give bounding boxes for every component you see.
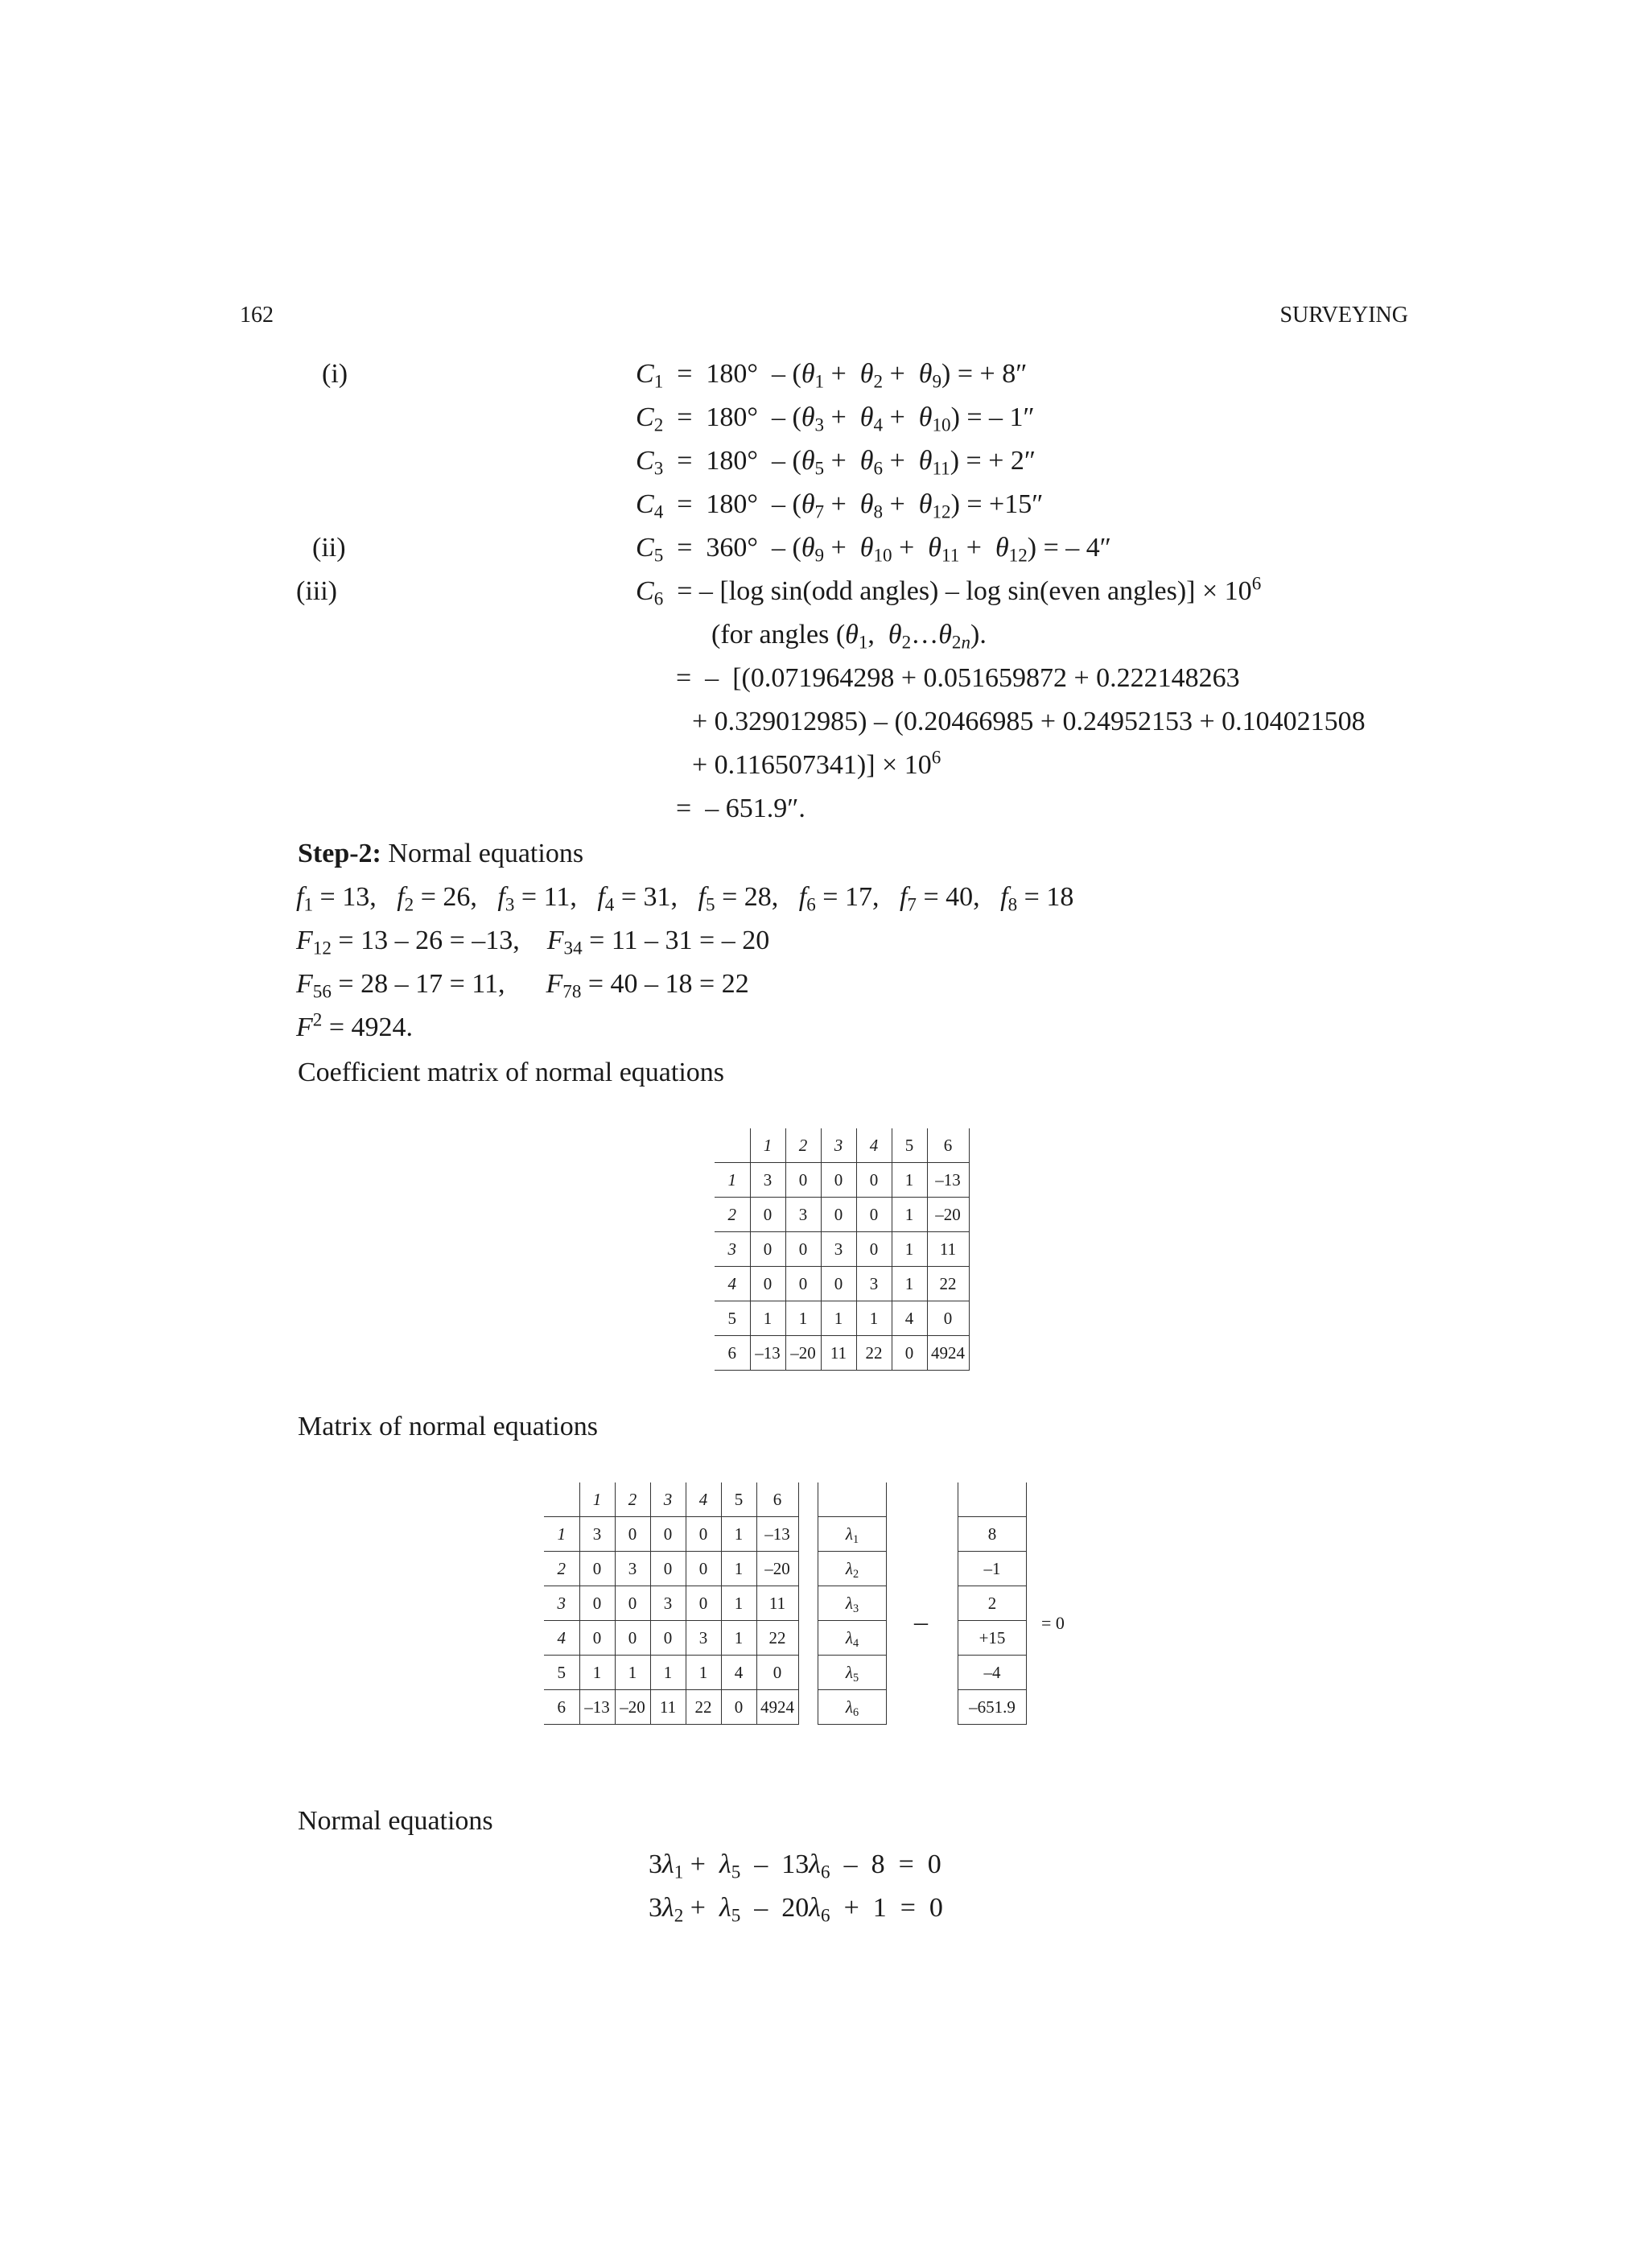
coef-matrix-title: Coefficient matrix of normal equations xyxy=(298,1058,725,1087)
matrix-row xyxy=(544,1621,798,1656)
c6-expansion-line2: + 0.329012985) – (0.20466985 + 0.24952153 + 0.104021508 xyxy=(692,707,1366,736)
c5-equation: $C_5 = 360^\circ - (\theta_9 + \theta_{10} + \theta_{11} + \theta_{12})$ = – 4″ xyxy=(636,533,1111,567)
label-iii: (iii) xyxy=(296,576,337,606)
matrix-col-header: 2 xyxy=(785,1128,821,1163)
matrix-cell: 1 xyxy=(892,1198,927,1232)
matrix-cell: 1 xyxy=(892,1232,927,1267)
c2-equation: $C_2 = 180^\circ - (\theta_3 + \theta_4 + \theta_{10})$ = – 1″ xyxy=(636,402,1035,436)
matrix-row-header: 3 xyxy=(544,1586,579,1621)
equals-zero: = 0 xyxy=(1041,1613,1065,1633)
matrix-cell: 1 xyxy=(721,1552,756,1586)
constant-cell: 8 xyxy=(958,1517,1027,1552)
matrix-cell: 3 xyxy=(650,1586,686,1621)
matrix-cell: 0 xyxy=(615,1586,650,1621)
matrix-cell: 0 xyxy=(686,1517,721,1552)
matrix-cell: 11 xyxy=(650,1690,686,1725)
matrix-cell: 0 xyxy=(927,1301,969,1336)
page-number: 162 xyxy=(240,303,274,328)
F56-F78: $F_{56} = 28 - 17 = 11$, $F_{78} = 40 - 18 = 22$ xyxy=(296,969,749,1003)
matrix-cell: 1 xyxy=(579,1656,615,1690)
matrix-cell: 0 xyxy=(856,1232,892,1267)
normal-equations-title: Normal equations xyxy=(298,1806,493,1836)
matrix-row xyxy=(715,1301,969,1336)
matrix-cell: 3 xyxy=(579,1517,615,1552)
matrix-row-header: 5 xyxy=(715,1301,750,1336)
matrix-cell: –20 xyxy=(615,1690,650,1725)
matrix-row xyxy=(715,1198,969,1232)
f-values: $f_1 = 13$, $f_2 = 26$, $f_3 = 11$, $f_4 = 31$, $f_5 = 28$, $f_6 = 17$, $f_7 = 40$, $f_8 = 18$ xyxy=(296,882,1074,916)
matrix-row xyxy=(544,1586,798,1621)
matrix-cell: 0 xyxy=(721,1690,756,1725)
matrix-cell: 22 xyxy=(686,1690,721,1725)
matrix-cell: 4 xyxy=(892,1301,927,1336)
matrix-cell: 1 xyxy=(892,1163,927,1198)
matrix-cell: 0 xyxy=(856,1163,892,1198)
matrix-cell: 0 xyxy=(785,1163,821,1198)
matrix-cell: 1 xyxy=(721,1517,756,1552)
minus-sign: – xyxy=(914,1607,928,1637)
lambda-cell: $\lambda_2$ xyxy=(818,1552,887,1586)
matrix-cell: 0 xyxy=(750,1267,785,1301)
matrix-row-header: 3 xyxy=(715,1232,750,1267)
matrix-col-header: 1 xyxy=(750,1128,785,1163)
matrix-cell: 11 xyxy=(756,1586,798,1621)
F12-F34: $F_{12} = 13 - 26 = -13$, $F_{34} = 11 - 31$ = – 20 xyxy=(296,926,770,959)
matrix-cell: 1 xyxy=(721,1586,756,1621)
matrix-row xyxy=(715,1336,969,1371)
matrix-cell: 4 xyxy=(721,1656,756,1690)
matrix-row-header: 6 xyxy=(715,1336,750,1371)
matrix-cell: 0 xyxy=(750,1232,785,1267)
matrix-row-header: 1 xyxy=(544,1517,579,1552)
matrix-cell: 0 xyxy=(821,1267,856,1301)
matrix-col-header: 5 xyxy=(892,1128,927,1163)
c6-expansion-line3: + $0.116507341)] \times 10^6$ xyxy=(692,747,941,780)
lambda-vector xyxy=(818,1482,887,1725)
matrix-row-header: 6 xyxy=(544,1690,579,1725)
matrix-cell: –13 xyxy=(927,1163,969,1198)
matrix-col-header: 3 xyxy=(650,1482,686,1517)
matrix-cell: –13 xyxy=(756,1517,798,1552)
matrix-cell: 1 xyxy=(892,1267,927,1301)
matrix-col-header: 4 xyxy=(856,1128,892,1163)
vector-header xyxy=(958,1482,1027,1517)
matrix-cell: 0 xyxy=(686,1552,721,1586)
matrix-row-header: 2 xyxy=(715,1198,750,1232)
lambda-cell: $\lambda_1$ xyxy=(818,1517,887,1552)
matrix-cell: 0 xyxy=(686,1586,721,1621)
matrix-cell: –13 xyxy=(750,1336,785,1371)
matrix-cell: 22 xyxy=(927,1267,969,1301)
matrix-row xyxy=(715,1232,969,1267)
label-i: (i) xyxy=(322,359,348,389)
matrix-cell: –20 xyxy=(785,1336,821,1371)
matrix-col-header: 4 xyxy=(686,1482,721,1517)
lambda-cell: $\lambda_6$ xyxy=(818,1690,887,1725)
label-ii: (ii) xyxy=(312,533,346,563)
matrix-cell: 0 xyxy=(650,1517,686,1552)
lambda-cell: $\lambda_3$ xyxy=(818,1586,887,1621)
matrix-cell: 3 xyxy=(686,1621,721,1656)
lambda-cell: $\lambda_4$ xyxy=(818,1621,887,1656)
coefficient-matrix xyxy=(715,1128,970,1371)
normal-matrix-title: Matrix of normal equations xyxy=(298,1412,598,1441)
matrix-cell: 0 xyxy=(821,1163,856,1198)
matrix-cell: 0 xyxy=(579,1552,615,1586)
matrix-cell: 0 xyxy=(615,1517,650,1552)
matrix-cell: 0 xyxy=(821,1198,856,1232)
matrix-cell: 1 xyxy=(615,1656,650,1690)
c1-equation: $C_1 = 180^\circ - (\theta_1 + \theta_2 + \theta_9)$ = + 8″ xyxy=(636,359,1028,393)
matrix-cell: 1 xyxy=(856,1301,892,1336)
matrix-col-header: 1 xyxy=(579,1482,615,1517)
matrix-corner xyxy=(715,1128,750,1163)
matrix-col-header: 6 xyxy=(927,1128,969,1163)
matrix-cell: 0 xyxy=(785,1232,821,1267)
matrix-cell: 3 xyxy=(785,1198,821,1232)
matrix-row xyxy=(544,1690,798,1725)
matrix-cell: –20 xyxy=(756,1552,798,1586)
matrix-cell: 0 xyxy=(756,1656,798,1690)
constant-cell: –1 xyxy=(958,1552,1027,1586)
matrix-cell: 0 xyxy=(579,1586,615,1621)
constant-cell: +15 xyxy=(958,1621,1027,1656)
matrix-row-header: 4 xyxy=(544,1621,579,1656)
matrix-cell: 1 xyxy=(650,1656,686,1690)
c4-equation: $C_4 = 180^\circ - (\theta_7 + \theta_8 + \theta_{12}) = +15''$ xyxy=(636,489,1044,523)
matrix-col-header: 5 xyxy=(721,1482,756,1517)
matrix-cell: 0 xyxy=(650,1621,686,1656)
matrix-cell: 1 xyxy=(821,1301,856,1336)
c6-for-angles: (for angles ($\theta_1$, $\theta_2\dots\theta_{2n}$). xyxy=(711,620,987,654)
normal-equation-2: $3\lambda_2 + \lambda_5 - 20\lambda_6 + 1 = 0$ xyxy=(649,1893,943,1927)
matrix-cell: 3 xyxy=(750,1163,785,1198)
matrix-cell: 1 xyxy=(721,1621,756,1656)
matrix-cell: 22 xyxy=(856,1336,892,1371)
matrix-col-header: 2 xyxy=(615,1482,650,1517)
c6-expansion-line1: = – [(0.071964298 + 0.051659872 + 0.222148263 xyxy=(676,663,1240,693)
constant-cell: –651.9 xyxy=(958,1690,1027,1725)
matrix-cell: 3 xyxy=(615,1552,650,1586)
normal-equation-1: $3\lambda_1 + \lambda_5 - 13\lambda_6 - 8 = 0$ xyxy=(649,1849,941,1883)
vector-header xyxy=(818,1482,887,1517)
matrix-corner xyxy=(544,1482,579,1517)
matrix-cell: –20 xyxy=(927,1198,969,1232)
matrix-row xyxy=(544,1552,798,1586)
matrix-cell: 22 xyxy=(756,1621,798,1656)
matrix-row xyxy=(715,1267,969,1301)
matrix-row xyxy=(544,1656,798,1690)
matrix-cell: 0 xyxy=(856,1198,892,1232)
matrix-cell: 11 xyxy=(821,1336,856,1371)
matrix-row xyxy=(544,1517,798,1552)
running-title: SURVEYING xyxy=(1279,303,1408,328)
constant-cell: 2 xyxy=(958,1586,1027,1621)
matrix-cell: 1 xyxy=(750,1301,785,1336)
matrix-row-header: 1 xyxy=(715,1163,750,1198)
constant-cell: –4 xyxy=(958,1656,1027,1690)
matrix-cell: 4924 xyxy=(756,1690,798,1725)
c3-equation: $C_3 = 180^\circ - (\theta_5 + \theta_6 + \theta_{11})$ = + 2″ xyxy=(636,446,1036,480)
matrix-cell: 0 xyxy=(785,1267,821,1301)
matrix-row-header: 2 xyxy=(544,1552,579,1586)
lambda-cell: $\lambda_5$ xyxy=(818,1656,887,1690)
matrix-row xyxy=(715,1163,969,1198)
constant-vector xyxy=(958,1482,1027,1725)
matrix-cell: 1 xyxy=(785,1301,821,1336)
matrix-cell: 0 xyxy=(892,1336,927,1371)
matrix-col-header: 3 xyxy=(821,1128,856,1163)
matrix-cell: 11 xyxy=(927,1232,969,1267)
matrix-cell: 3 xyxy=(821,1232,856,1267)
c6-result: = – 651.9″. xyxy=(676,794,805,823)
normal-matrix xyxy=(544,1482,799,1725)
matrix-col-header: 6 xyxy=(756,1482,798,1517)
matrix-cell: –13 xyxy=(579,1690,615,1725)
matrix-cell: 1 xyxy=(686,1656,721,1690)
matrix-row-header: 4 xyxy=(715,1267,750,1301)
matrix-cell: 0 xyxy=(615,1621,650,1656)
c6-equation: $C_6$ = – [log sin(odd angles) – log sin(even angles)] × $10^6$ xyxy=(636,573,1262,610)
matrix-cell: 3 xyxy=(856,1267,892,1301)
matrix-cell: 0 xyxy=(579,1621,615,1656)
matrix-cell: 0 xyxy=(750,1198,785,1232)
F-squared: $F^2 = 4924$. xyxy=(296,1009,414,1042)
step2-heading: Step-2: Normal equations xyxy=(298,839,584,868)
matrix-cell: 4924 xyxy=(927,1336,969,1371)
matrix-cell: 0 xyxy=(650,1552,686,1586)
matrix-row-header: 5 xyxy=(544,1656,579,1690)
